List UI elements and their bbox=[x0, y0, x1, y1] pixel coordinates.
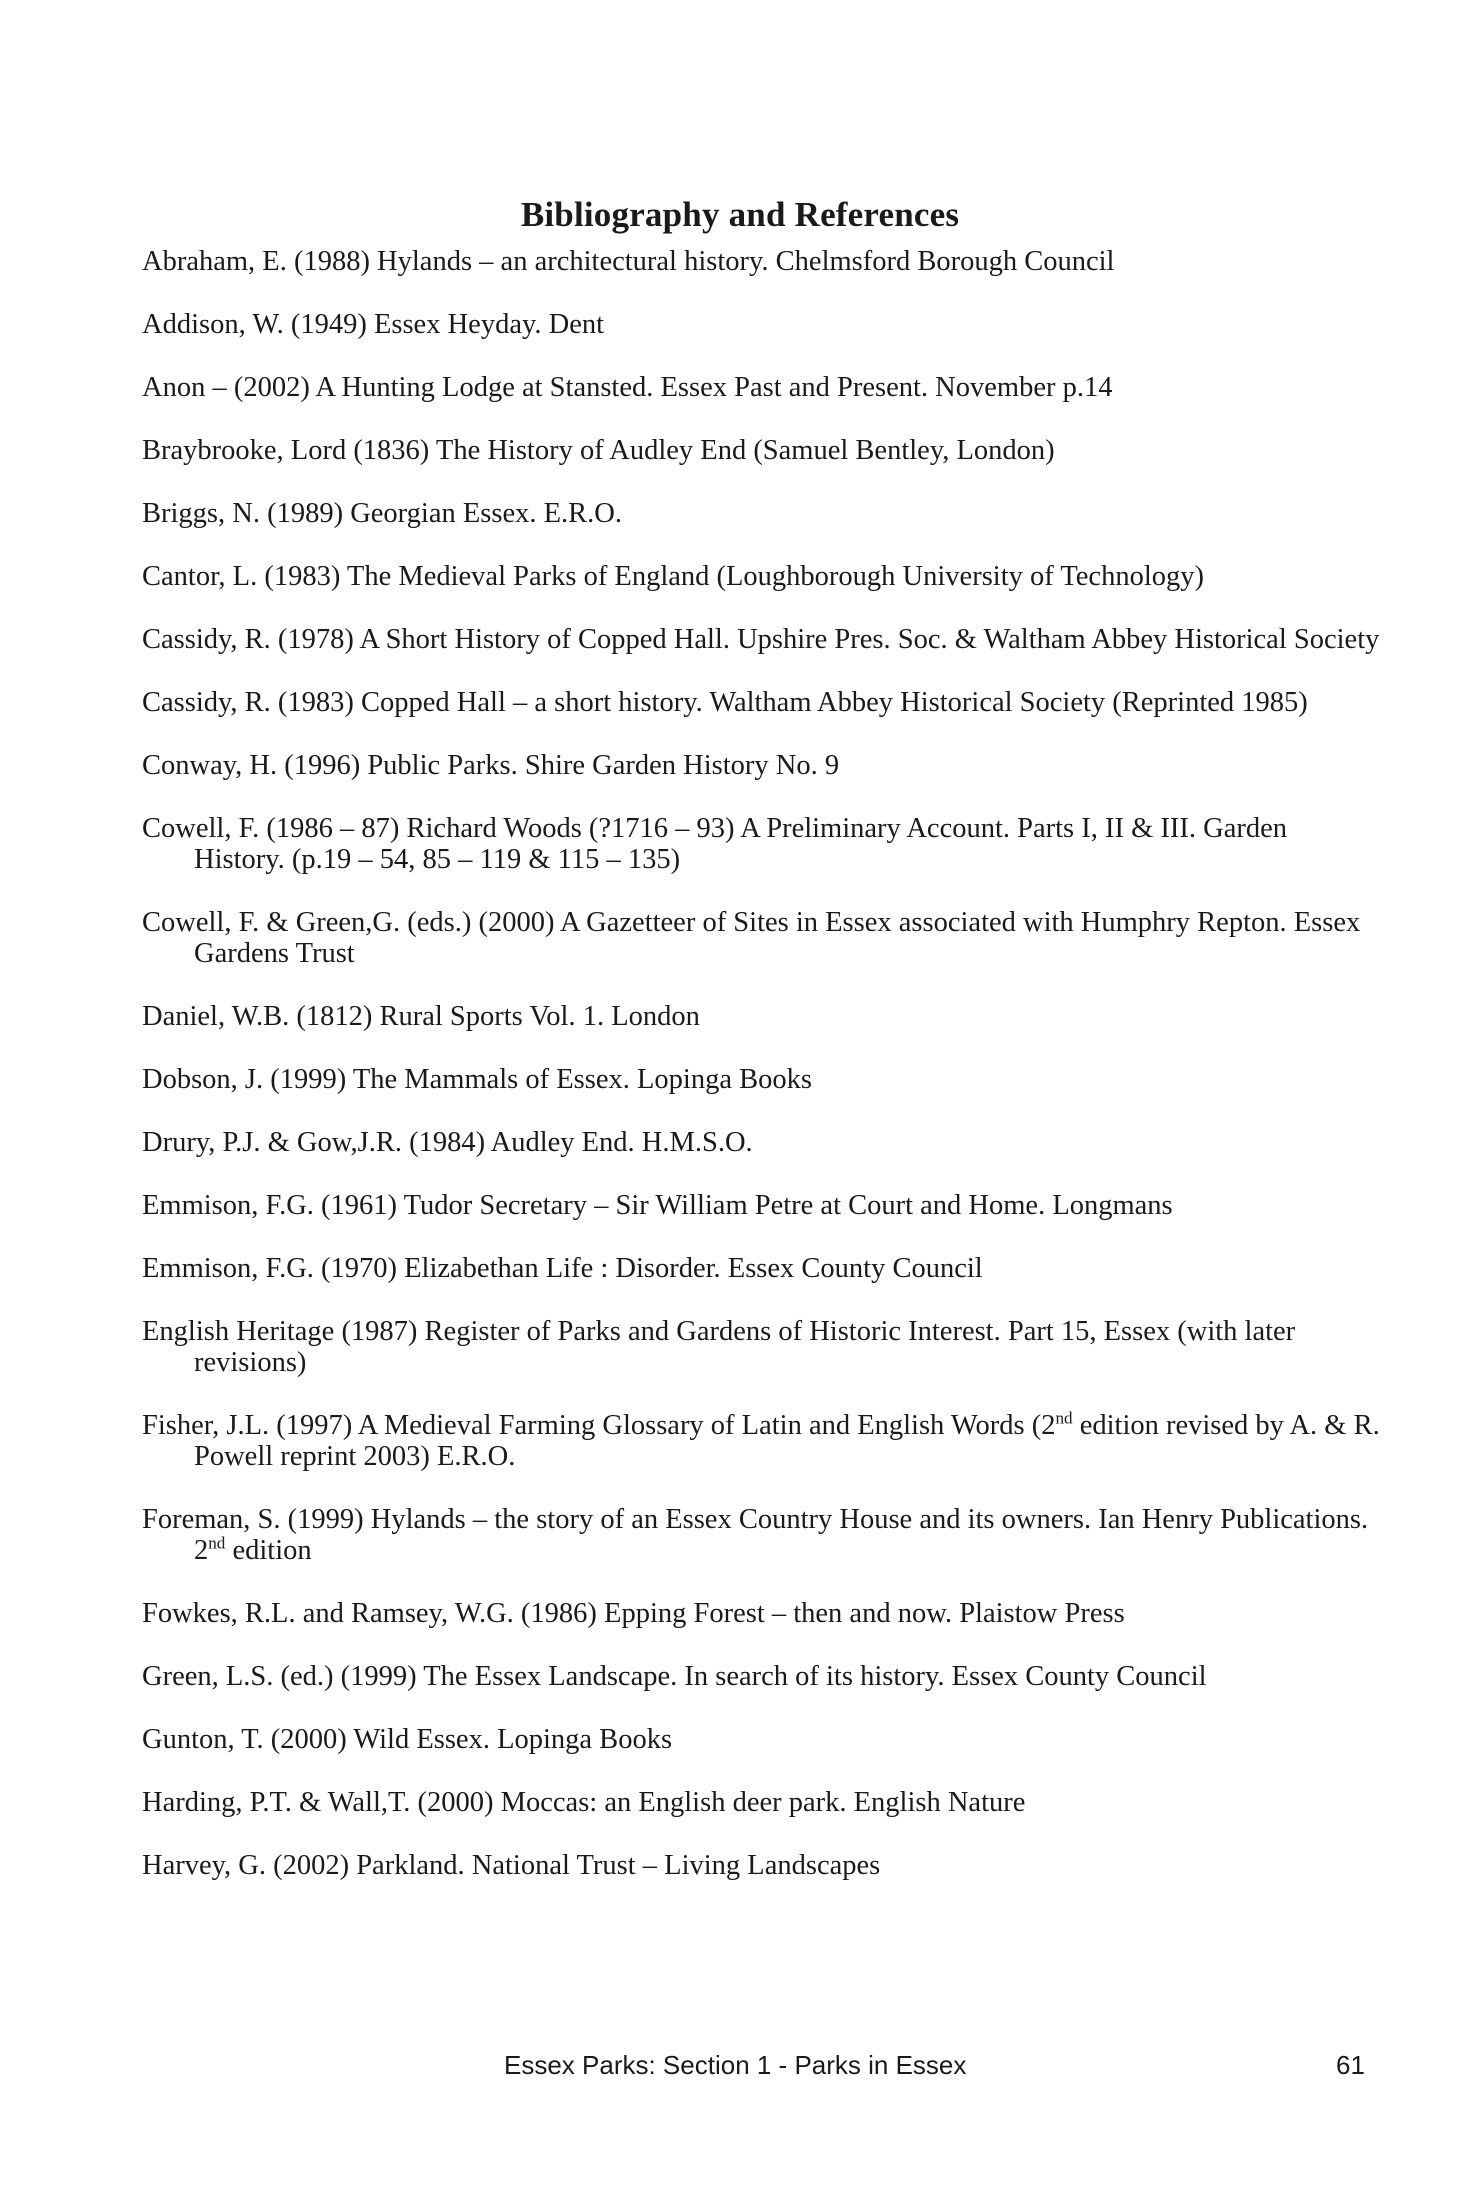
reference-entry: Harvey, G. (2002) Parkland. National Trust – Living Landscapes bbox=[142, 1850, 881, 1881]
reference-entry bbox=[142, 1504, 1382, 1566]
reference-text-before: Foreman, S. (1999) Hylands – the story of an Essex Country House and its owners. Ian Henry Publications. 2 bbox=[142, 1504, 1369, 1566]
reference-entry: Cantor, L. (1983) The Medieval Parks of England (Loughborough University of Technology) bbox=[142, 561, 1204, 592]
reference-entry: Abraham, E. (1988) Hylands – an architectural history. Chelmsford Borough Council bbox=[142, 246, 1115, 277]
reference-entry: Cowell, F. & Green,G. (eds.) (2000) A Gazetteer of Sites in Essex associated with Humphry Repton. Essex Gardens Trust bbox=[142, 907, 1361, 969]
reference-entry: Daniel, W.B. (1812) Rural Sports Vol. 1. London bbox=[142, 1001, 700, 1032]
reference-list bbox=[142, 246, 1382, 1913]
reference-entry: Dobson, J. (1999) The Mammals of Essex. Lopinga Books bbox=[142, 1064, 812, 1095]
page-title: Bibliography and References bbox=[520, 195, 960, 235]
reference-entry: English Heritage (1987) Register of Parks and Gardens of Historic Interest. Part 15, Essex (with later revisions) bbox=[142, 1316, 1296, 1378]
page-number: 61 bbox=[1336, 2050, 1365, 2080]
reference-entry: Emmison, F.G. (1970) Elizabethan Life : Disorder. Essex County Council bbox=[142, 1253, 983, 1284]
reference-entry: Harding, P.T. & Wall,T. (2000) Moccas: an English deer park. English Nature bbox=[142, 1787, 1026, 1818]
reference-entry: Anon – (2002) A Hunting Lodge at Stansted. Essex Past and Present. November p.14 bbox=[142, 372, 1113, 403]
reference-entry: Conway, H. (1996) Public Parks. Shire Garden History No. 9 bbox=[142, 750, 840, 781]
reference-entry: Gunton, T. (2000) Wild Essex. Lopinga Books bbox=[142, 1724, 673, 1755]
reference-entry: Cowell, F. (1986 – 87) Richard Woods (?1716 – 93) A Preliminary Account. Parts I, II & III. Garden History. (p.19 – 54, 85 – 119 & 115 – 135) bbox=[142, 813, 1287, 875]
reference-entry: Addison, W. (1949) Essex Heyday. Dent bbox=[142, 309, 605, 340]
footer-title: Essex Parks: Section 1 - Parks in Essex bbox=[504, 2050, 967, 2080]
reference-text-after: edition bbox=[225, 1535, 312, 1566]
reference-entry: Fowkes, R.L. and Ramsey, W.G. (1986) Epping Forest – then and now. Plaistow Press bbox=[142, 1598, 1125, 1629]
reference-entry: Cassidy, R. (1978) A Short History of Copped Hall. Upshire Pres. Soc. & Waltham Abbey Historical Society bbox=[142, 624, 1380, 655]
reference-text-after: edition revised by A. & R. Powell reprint 2003) E.R.O. bbox=[194, 1410, 1380, 1472]
reference-entry: Emmison, F.G. (1961) Tudor Secretary – Sir William Petre at Court and Home. Longmans bbox=[142, 1190, 1173, 1221]
reference-entry: Green, L.S. (ed.) (1999) The Essex Landscape. In search of its history. Essex County Council bbox=[142, 1661, 1207, 1692]
reference-entry: Braybrooke, Lord (1836) The History of Audley End (Samuel Bentley, London) bbox=[142, 435, 1055, 466]
ordinal-suffix: nd bbox=[1055, 1408, 1073, 1428]
reference-entry: Briggs, N. (1989) Georgian Essex. E.R.O. bbox=[142, 498, 622, 529]
reference-entry: Drury, P.J. & Gow,J.R. (1984) Audley End. H.M.S.O. bbox=[142, 1127, 753, 1158]
reference-entry: Cassidy, R. (1983) Copped Hall – a short history. Waltham Abbey Historical Society (Reprinted 1985) bbox=[142, 687, 1308, 718]
reference-text-before: Fisher, J.L. (1997) A Medieval Farming Glossary of Latin and English Words (2 bbox=[142, 1410, 1056, 1441]
reference-entry bbox=[142, 1410, 1382, 1472]
ordinal-suffix: nd bbox=[208, 1533, 226, 1553]
